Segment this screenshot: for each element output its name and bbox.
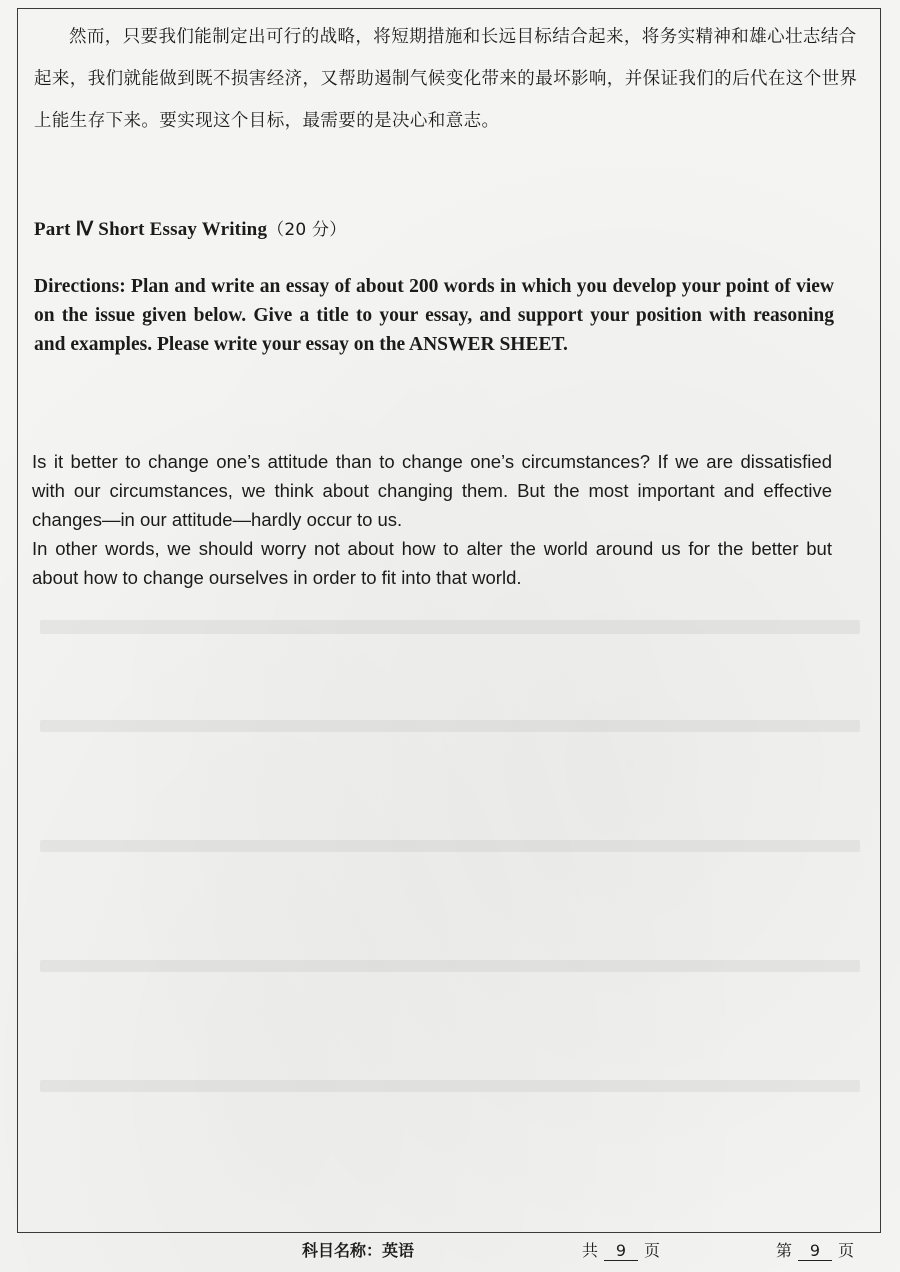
chinese-paragraph-text: 然而，只要我们能制定出可行的战略，将短期措施和长远目标结合起来，将务实精神和雄心壮志结合起来，我们就能做到既不损害经济，又帮助遏制气候变化带来的最坏影响，并保证我们的后代在这个世界上能生存下来。要实现这个目标，最需要的是决心和意志。	[34, 27, 858, 131]
total-pages	[582, 1238, 660, 1261]
total-suffix: 页	[644, 1241, 661, 1260]
part-heading	[34, 215, 346, 241]
prompt-paragraph-2: In other words, we should worry not about how to alter the world around us for the better but about how to change ourselves in order to fit into that world.	[32, 538, 832, 588]
page-footer	[0, 1238, 900, 1268]
page-number-value: 9	[798, 1241, 832, 1261]
page-border	[17, 8, 881, 1233]
total-pages-value: 9	[604, 1241, 638, 1261]
essay-prompt	[32, 447, 832, 592]
subject-name: 科目名称：英语	[302, 1241, 415, 1260]
chinese-translation-paragraph	[34, 16, 874, 142]
page-suffix: 页	[838, 1241, 855, 1260]
page-number	[776, 1238, 854, 1261]
directions-text: Directions: Plan and write an essay of about 200 words in which you develop your point of view on the issue given below. Give a title to your essay, and support your position with reasoning and examples. Please write your essay on the ANSWER SHEET.	[34, 276, 834, 355]
part-title: Part Ⅳ Short Essay Writing	[34, 219, 268, 240]
part-score: （20 分）	[267, 220, 347, 240]
total-prefix: 共	[582, 1241, 599, 1260]
page-prefix: 第	[776, 1241, 793, 1260]
prompt-paragraph-1: Is it better to change one’s attitude than to change one’s circumstances? If we are dissatisfied with our circumstances, we think about changing them. But the most important and effective changes—in our attitude—hardly occur to us.	[32, 451, 832, 530]
